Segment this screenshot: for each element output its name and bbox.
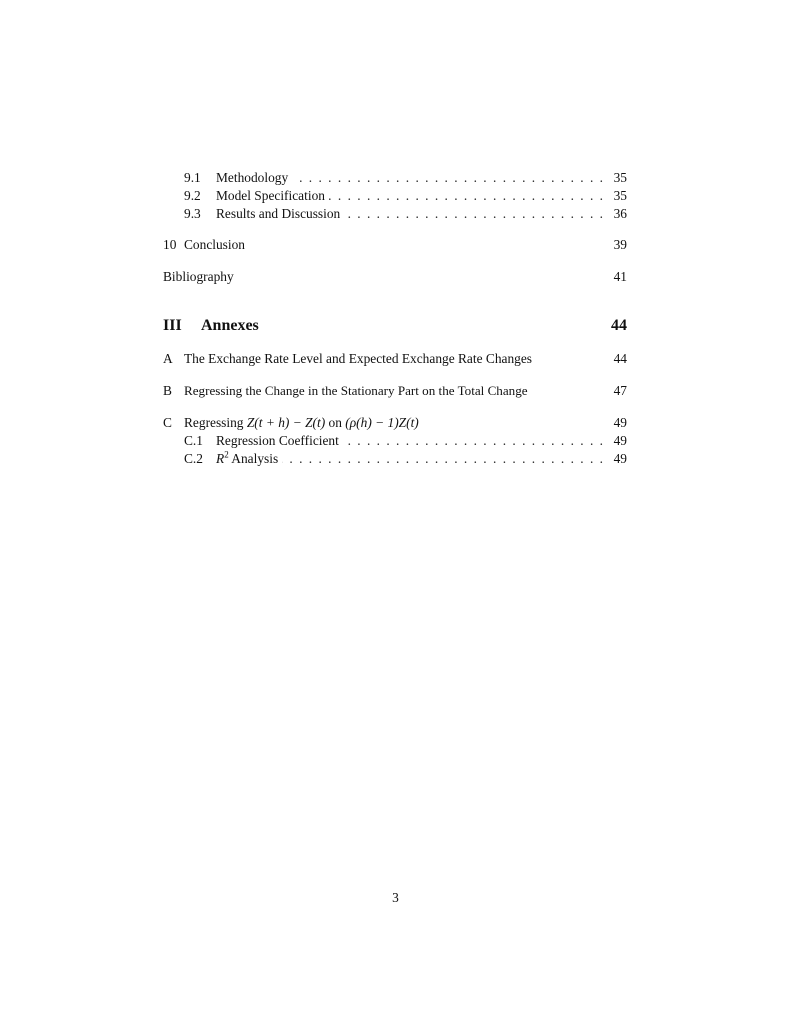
section-title: Regression Coefficient <box>216 433 339 448</box>
toc-entry-9-1[interactable] <box>163 169 627 187</box>
page-ref: 47 <box>613 383 627 398</box>
chapter-number: 10 <box>163 237 177 252</box>
title-math: R <box>216 451 225 466</box>
toc-entry-annex-b[interactable] <box>163 382 627 400</box>
toc-entry-c-1[interactable] <box>163 432 627 450</box>
leader-dots <box>343 432 603 450</box>
toc-entry-chapter-10[interactable] <box>163 236 627 254</box>
leader-dots <box>344 205 603 223</box>
title-mid: on <box>325 415 346 430</box>
toc-entry-part-3[interactable] <box>163 316 627 336</box>
section-title: Results and Discussion <box>216 206 341 221</box>
title-math-1: Z(t + h) − Z(t) <box>246 415 326 430</box>
toc-entry-bibliography[interactable] <box>163 268 627 286</box>
page-ref: 36 <box>613 206 627 221</box>
section-number: 9.2 <box>184 188 201 203</box>
page-ref: 41 <box>613 269 627 284</box>
toc-entry-annex-a[interactable] <box>163 350 627 368</box>
title-rest: Analysis <box>228 451 279 466</box>
page-ref: 49 <box>613 451 627 466</box>
page-ref: 49 <box>613 415 627 430</box>
page-ref: 39 <box>613 237 627 252</box>
title-superscript: 2 <box>224 449 229 460</box>
table-of-contents <box>163 169 627 468</box>
toc-entry-annex-c[interactable] <box>163 414 627 432</box>
chapter-title: The Exchange Rate Level and Expected Exchange Rate Changes <box>184 351 533 366</box>
part-title: Annexes <box>201 317 259 334</box>
chapter-number: A <box>163 351 173 366</box>
chapter-number: B <box>163 383 172 398</box>
page-ref: 35 <box>613 188 627 203</box>
page-ref: 44 <box>611 317 627 334</box>
chapter-title <box>184 414 419 432</box>
title-math-2: (ρ(h) − 1)Z(t) <box>345 415 419 430</box>
page-ref: 35 <box>613 170 627 185</box>
section-title: Methodology <box>216 170 289 185</box>
leader-dots <box>292 169 603 187</box>
toc-entry-c-2[interactable] <box>163 450 627 468</box>
page-ref: 49 <box>613 433 627 448</box>
section-number: C.1 <box>184 433 203 448</box>
leader-dots <box>282 450 603 468</box>
title-prefix: Regressing <box>184 415 247 430</box>
toc-entry-9-3[interactable] <box>163 205 627 223</box>
section-title: Model Specification <box>216 188 325 203</box>
section-title <box>216 450 278 468</box>
page-number: 3 <box>392 890 399 905</box>
page-ref: 44 <box>613 351 627 366</box>
chapter-number: C <box>163 415 172 430</box>
part-number: III <box>163 317 182 334</box>
leader-dots <box>329 187 603 205</box>
section-number: C.2 <box>184 451 203 466</box>
chapter-title: Conclusion <box>184 237 246 252</box>
bibliography-title: Bibliography <box>163 269 234 284</box>
section-number: 9.1 <box>184 170 201 185</box>
section-number: 9.3 <box>184 206 201 221</box>
chapter-title: Regressing the Change in the Stationary Part on the Total Change <box>184 383 528 398</box>
toc-entry-9-2[interactable] <box>163 187 627 205</box>
